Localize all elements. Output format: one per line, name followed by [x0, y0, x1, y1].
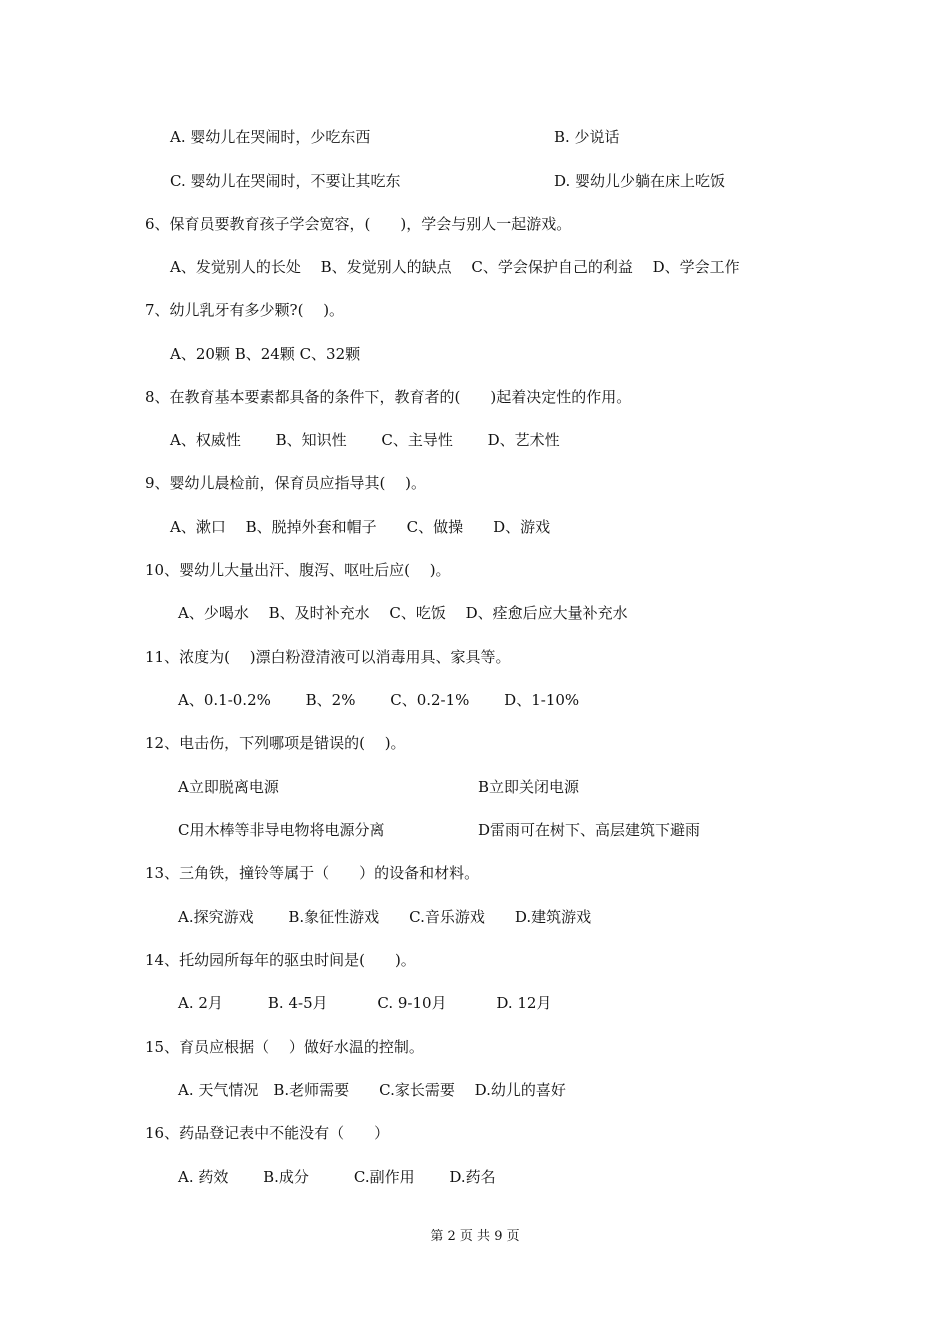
question-15-stem: 15、育员应根据（ ）做好水温的控制。: [145, 1038, 424, 1056]
option-d: D. 婴幼儿少躺在床上吃饭: [554, 172, 726, 190]
question-9-options: A、漱口 B、脱掉外套和帽子 C、做操 D、游戏: [170, 518, 551, 536]
question-12-stem: 12、电击伤，下列哪项是错误的( )。: [145, 734, 406, 752]
question-8-stem: 8、在教育基本要素都具备的条件下，教育者的( )起着决定性的作用。: [145, 388, 632, 406]
question-8-options: A、权威性 B、知识性 C、主导性 D、艺术性: [170, 431, 560, 449]
question-10-stem: 10、婴幼儿大量出汗、腹泻、呕吐后应( )。: [145, 561, 451, 579]
option-c: C. 婴幼儿在哭闹时，不要让其吃东: [170, 172, 401, 190]
question-7-options: A、20颗 B、24颗 C、32颗: [170, 345, 361, 363]
question-15-options: A. 天气情况 B.老师需要 C.家长需要 D.幼儿的喜好: [178, 1081, 566, 1099]
question-12-option-a: A立即脱离电源: [178, 778, 279, 796]
question-12-option-b: B立即关闭电源: [478, 778, 580, 796]
question-13-stem: 13、三角铁，撞铃等属于（ ）的设备和材料。: [145, 864, 480, 882]
question-11-options: A、0.1-0.2% B、2% C、0.2-1% D、1-10%: [178, 691, 580, 709]
question-16-options: A. 药效 B.成分 C.副作用 D.药名: [178, 1168, 496, 1186]
question-6-stem: 6、保育员要教育孩子学会宽容，( )，学会与别人一起游戏。: [145, 215, 572, 233]
question-10-options: A、少喝水 B、及时补充水 C、吃饭 D、痊愈后应大量补充水: [178, 604, 628, 622]
question-16-stem: 16、药品登记表中不能没有（ ）: [145, 1124, 390, 1142]
question-14-options: A. 2月 B. 4-5月 C. 9-10月 D. 12月: [178, 994, 552, 1012]
option-b: B. 少说话: [554, 128, 620, 146]
question-11-stem: 11、浓度为( )漂白粉澄清液可以消毒用具、家具等。: [145, 648, 511, 666]
question-14-stem: 14、托幼园所每年的驱虫时间是( )。: [145, 951, 416, 969]
page-number-footer: 第 2 页 共 9 页: [430, 1229, 520, 1244]
question-12-option-d: D雷雨可在树下、高层建筑下避雨: [478, 821, 701, 839]
question-6-options: A、发觉别人的长处 B、发觉别人的缺点 C、学会保护自己的利益 D、学会工作: [170, 258, 740, 276]
question-9-stem: 9、婴幼儿晨检前，保育员应指导其( )。: [145, 474, 427, 492]
question-12-option-c: C用木棒等非导电物将电源分离: [178, 821, 385, 839]
question-7-stem: 7、幼儿乳牙有多少颗?( )。: [145, 301, 345, 319]
question-13-options: A.探究游戏 B.象征性游戏 C.音乐游戏 D.建筑游戏: [178, 908, 592, 926]
option-a: A. 婴幼儿在哭闹时，少吃东西: [170, 128, 371, 146]
